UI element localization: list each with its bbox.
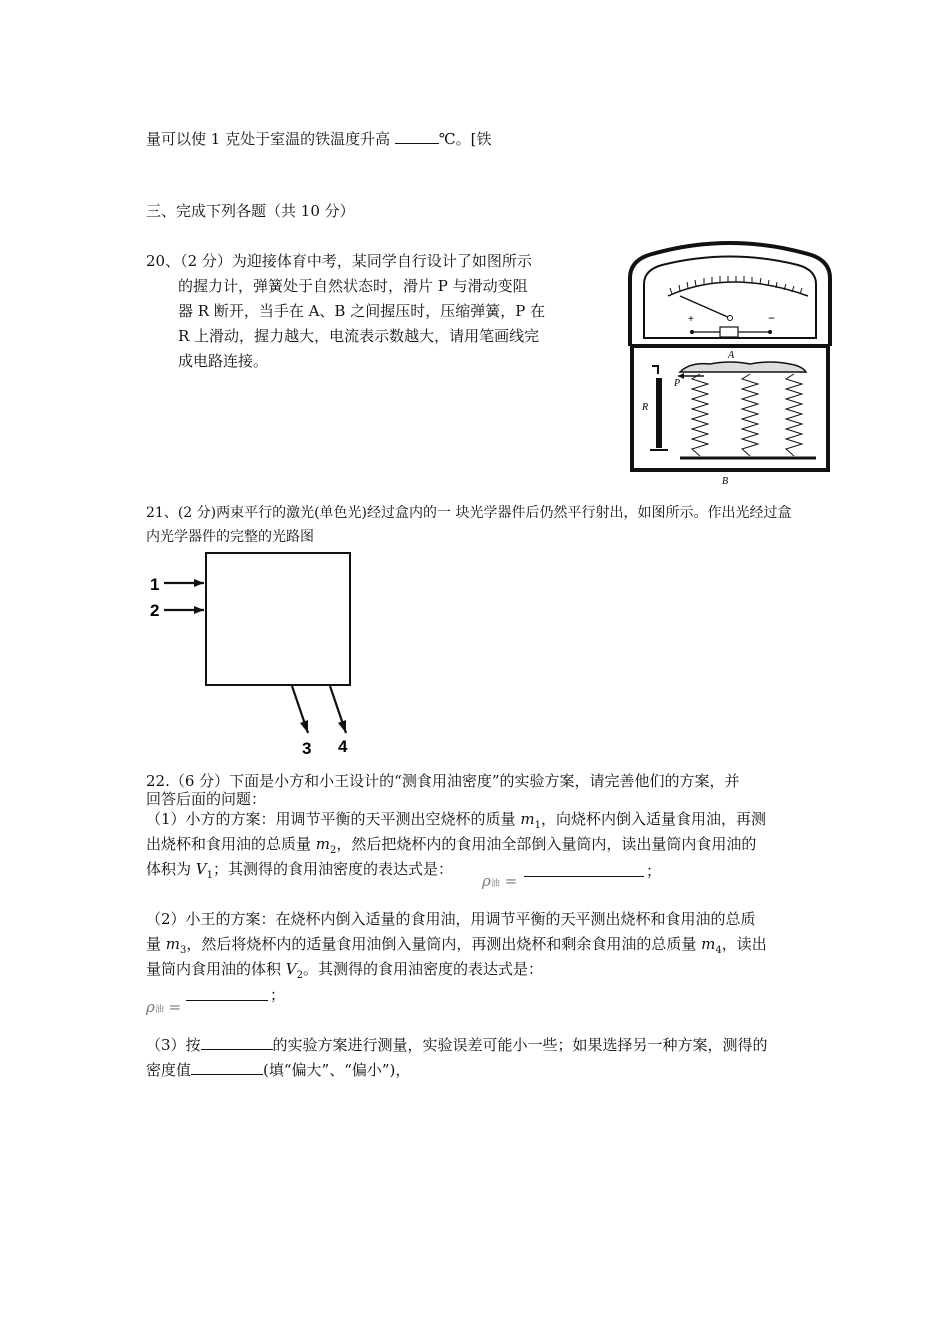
springs — [692, 374, 802, 456]
q20-line-1: 20、（2 分）为迎接体育中考，某同学自行设计了如图所示 — [146, 252, 532, 270]
q21-line-2: 内光学器件的完整的光路图 — [146, 529, 314, 545]
q22-header-1: 22.（6 分）下面是小方和小王设计的“测食用油密度”的实验方案，请完善他们的方案，并 — [146, 772, 740, 790]
optical-box — [206, 553, 350, 685]
grip-meter-figure — [620, 238, 840, 490]
svg-text:2: 2 — [150, 601, 160, 620]
q20-line-2: 的握力计，弹簧处于自然状态时，滑片 P 与滑动变阻 — [178, 277, 528, 295]
density-answer-blank-2[interactable] — [186, 986, 268, 1001]
q22-p1-line-3: 体积为 $V_1$；其测得的食用油密度的表达式是： — [146, 860, 454, 881]
svg-text:B: B — [722, 476, 729, 487]
q22-p1-line-2: 出烧杯和食用油的总质量 $m_2$，然后把烧杯内的食用油全部倒入量筒内，读出量筒内食用油的 — [146, 835, 757, 856]
q22-p3-line-2: 密度值 (填“偏大”、“偏小”)， — [146, 1061, 411, 1079]
svg-text:3: 3 — [302, 739, 312, 758]
bias-answer-blank[interactable] — [191, 1060, 263, 1075]
q22-p1-formula: ρ油 = — [482, 872, 518, 890]
svg-text:−: − — [768, 311, 776, 325]
q22-p1-line-1: （1）小方的方案：用调节平衡的天平测出空烧杯的质量 $m_1$，向烧杯内倒入适量食用油，再测 — [146, 810, 766, 831]
q22-p2-line-2: 量 $m_3$，然后将烧杯内的适量食用油倒入量筒内，再测出烧杯和剩余食用油的总质量 $m_4$，读出 — [146, 935, 767, 956]
svg-text:P: P — [674, 378, 681, 389]
svg-text:A: A — [728, 350, 735, 361]
svg-text:R: R — [642, 402, 649, 413]
q21-line-1: 21、(2 分)两束平行的激光(单色光)经过盒内的一 块光学器件后仍然平行射出，如图所示。作出光经过盒 — [146, 505, 792, 521]
positive-terminal[interactable] — [690, 330, 694, 334]
top-line: 量可以使 1 克处于室温的铁温度升高 ℃。[铁 — [146, 130, 492, 148]
answer-blank[interactable] — [395, 129, 439, 144]
svg-text:+: + — [688, 314, 694, 325]
q20-line-4: R 上滑动，握力越大，电流表示数越大，请用笔画线完 — [178, 327, 540, 345]
meter-scale-ticks — [670, 276, 802, 294]
handle-a — [680, 362, 806, 372]
scheme-answer-blank[interactable] — [201, 1035, 273, 1050]
q22-p2-line-1: （2）小王的方案：在烧杯内倒入适量的食用油，用调节平衡的天平测出烧杯和食用油的总质 — [146, 910, 756, 928]
svg-text:1: 1 — [150, 575, 160, 594]
q22-p2-formula: ρ油 = — [146, 998, 182, 1016]
q22-p3-line-1: （3）按 的实验方案进行测量，实验误差可能小一些；如果选择另一种方案，测得的 — [146, 1036, 768, 1054]
q20-line-3: 器 R 断开，当手在 A、B 之间握压时，压缩弹簧，P 在 — [178, 302, 546, 320]
q20-line-5: 成电路连接。 — [178, 352, 269, 370]
section-title: 三、完成下列各题（共 10 分） — [146, 202, 355, 220]
density-answer-blank-1[interactable] — [524, 862, 644, 877]
q22-p2-line-3: 量筒内食用油的体积 $V_2$。其测得的食用油密度的表达式是： — [146, 960, 544, 981]
svg-text:4: 4 — [338, 737, 348, 756]
q22-header-2: 回答后面的问题： — [146, 790, 267, 808]
rheostat-r — [656, 378, 662, 448]
negative-terminal[interactable] — [768, 330, 772, 334]
optical-box-figure — [140, 548, 370, 763]
